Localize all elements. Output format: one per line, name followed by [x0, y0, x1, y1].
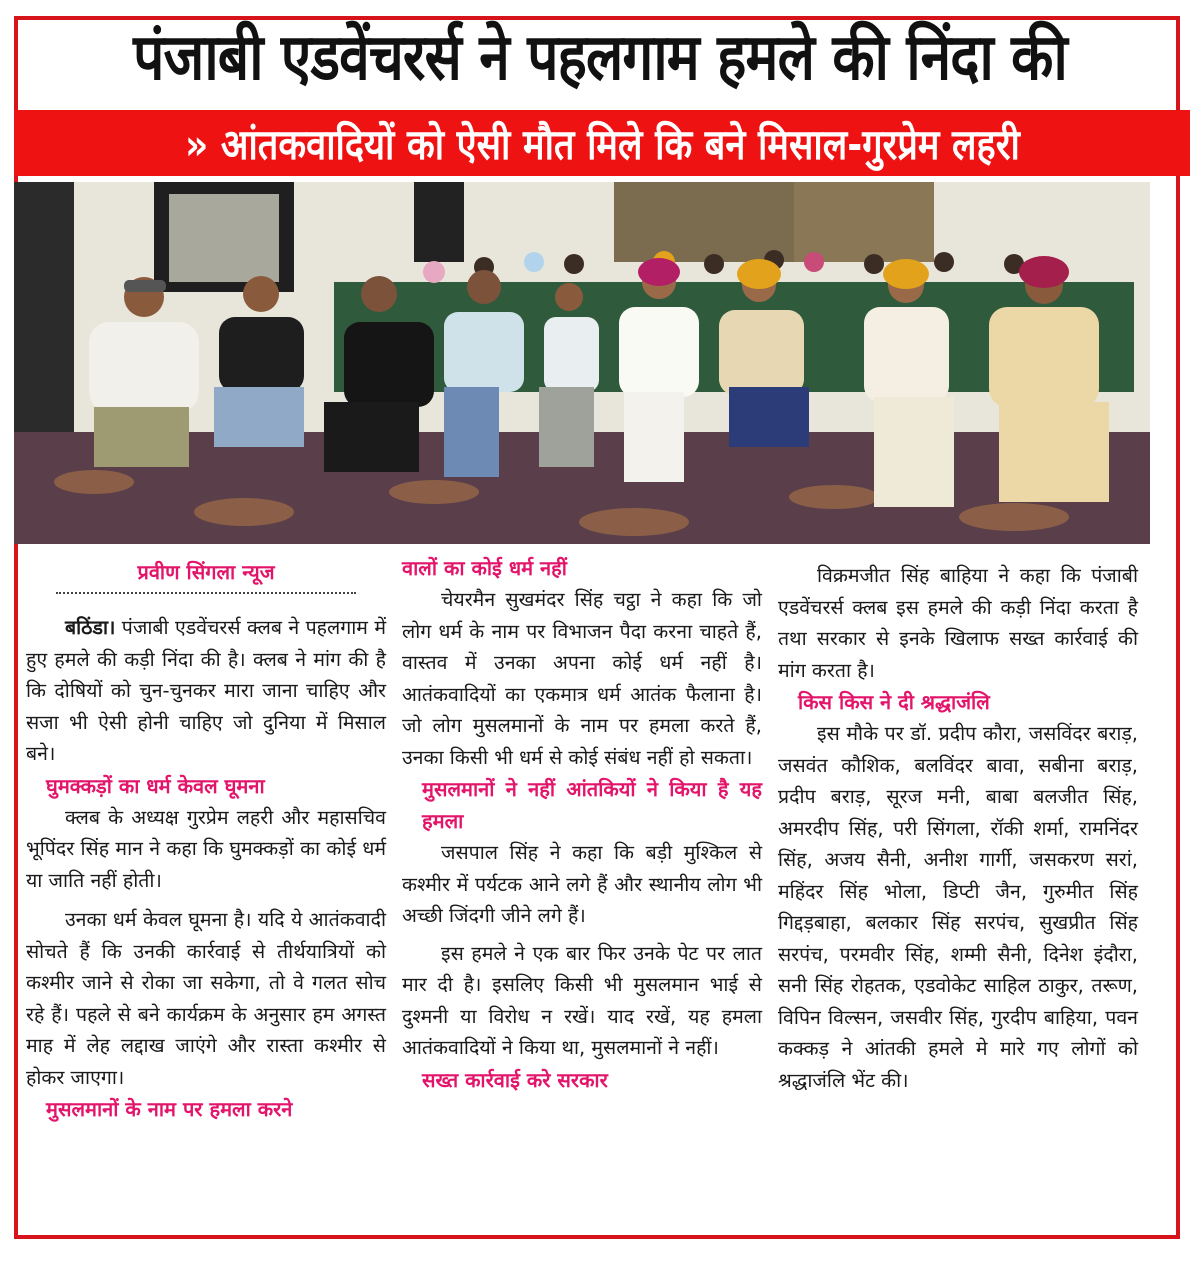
paragraph: इस हमले ने एक बार फिर उनके पेट पर लात मार दी है। इसलिए किसी भी मुसलमान भाई से दुश्मनी या विरोध न रखें। याद रखें, यह हमला आतंकवादियों ने किया था, मुसलमानों ने नहीं। — [402, 941, 762, 1059]
paragraph: इस मौके पर डॉ. प्रदीप कौरा, जसविंदर बराड़, जसवंत कौशिक, बलविंदर बावा, सबीना बराड़, प्रदीप बराड़, सूरज मनी, बाबा बलजीत सिंह, अमरदीप सिंह, परी सिंगला, रॉकी शर्मा, रामनिंदर सिंह, अजय सैनी, अनीश गार्गी, जसकरण सरां, महिंदर सिंह भोला, डिप्टी जैन, गुरुमीत सिंह गिद्दड़बाहा, बलकार सिंह सरपंच, सुखप्रीत सिंह सरपंच, परमवीर सिंह, शम्मी सैनी, दिनेश इंदौरा, सनी सिंह रोहतक, एडवोकेट साहिल ठाकुर, तरूण, विपिन विल्सन, जसवीर सिंह, गुरदीप बाहिया, पवन कक्कड़ ने आंतकी हमले मे मारे गए लोगों को श्रद्धाजंलि भेंट की। — [778, 722, 1138, 1092]
article-body — [18, 552, 1148, 1125]
chevron-right-icon: » — [184, 119, 208, 169]
paragraph: क्लब के अध्यक्ष गुरप्रेम लहरी और महासचिव भूपिंदर सिंह मान ने कहा कि घुमक्कड़ों का कोई धर्म या जाति नहीं होती। — [26, 805, 386, 892]
article-column-1 — [18, 552, 394, 1125]
subheading: मुसलमानों ने नहीं आंतकियों ने किया है यह हमला — [422, 777, 762, 833]
article-column-2 — [394, 552, 770, 1125]
article-column-3 — [770, 552, 1146, 1125]
dateline-city: बठिंडा। — [65, 616, 116, 639]
paragraph: जसपाल सिंह ने कहा कि बड़ी मुश्किल से कश्मीर में पर्यटक आने लगे हैं और स्थानीय लोग भी अच्छी जिंदगी जीने लगे हैं। — [402, 841, 762, 927]
subheading: किस किस ने दी श्रद्धाजंलि — [798, 690, 990, 714]
paragraph — [26, 612, 386, 770]
paragraph: चेयरमैन सुखमंदर सिंह चट्ठा ने कहा कि जो लोग धर्म के नाम पर विभाजन पैदा करना चाहते हैं, वास्तव में उनका अपना कोई धर्म नहीं है। आतंकवादियों का एकमात्र धर्म आतंक फैलाना है। जो लोग मुसलमानों के नाम पर हमला करते हैं, उनका किसी भी धर्म से कोई संबंध नहीं हो सकता। — [402, 588, 762, 769]
event-photo-illustration — [14, 182, 1150, 544]
paragraph: विक्रमजीत सिंह बाहिया ने कहा कि पंजाबी एडवेंचरर्स क्लब इस हमले की कड़ी निंदा करता है तथा सरकार से इनके खिलाफ सख्त कार्रवाई की मांग करता है। — [778, 564, 1138, 682]
article-photo — [14, 182, 1150, 544]
subheadline-text: आंतकवादियों को ऐसी मौत मिले कि बने मिसाल-गुरप्रेम लहरी — [220, 119, 1020, 169]
paragraph-text: पंजाबी एडवेंचरर्स क्लब ने पहलगाम में हुए हमले की कड़ी निंदा की है। क्लब ने मांग की है कि दोषियों को चुन-चुनकर मारा जाना चाहिए और सजा भी ऐसी होनी चाहिए जो दुनिया में मिसाल बने। — [26, 616, 386, 765]
subheading: मुसलमानों के नाम पर हमला करने — [46, 1097, 293, 1121]
byline: प्रवीण सिंगला न्यूज — [137, 560, 275, 584]
subheading: घुमक्कड़ों का धर्म केवल घूमना — [46, 773, 265, 798]
paragraph: उनका धर्म केवल घूमना है। यदि ये आतंकवादी सोचते हैं कि उनकी कार्रवाई से तीर्थयात्रियों को कश्मीर जाने से रोका जा सकेगा, तो वे गलत सोच रहे हैं। पहले से बने कार्यक्रम के अनुसार हम अगस्त माह में लेह लद्दाख जाएंगे और रास्ता कश्मीर से होकर जाएगा। — [26, 908, 386, 1089]
subheading: वालों का कोई धर्म नहीं — [402, 556, 567, 580]
subheadline-bar — [14, 110, 1190, 176]
byline-divider — [56, 588, 356, 594]
headline: पंजाबी एडवेंचरर्स ने पहलगाम हमले की निंदा की — [133, 21, 1067, 95]
subheading: सख्त कार्रवाई करे सरकार — [422, 1067, 608, 1092]
